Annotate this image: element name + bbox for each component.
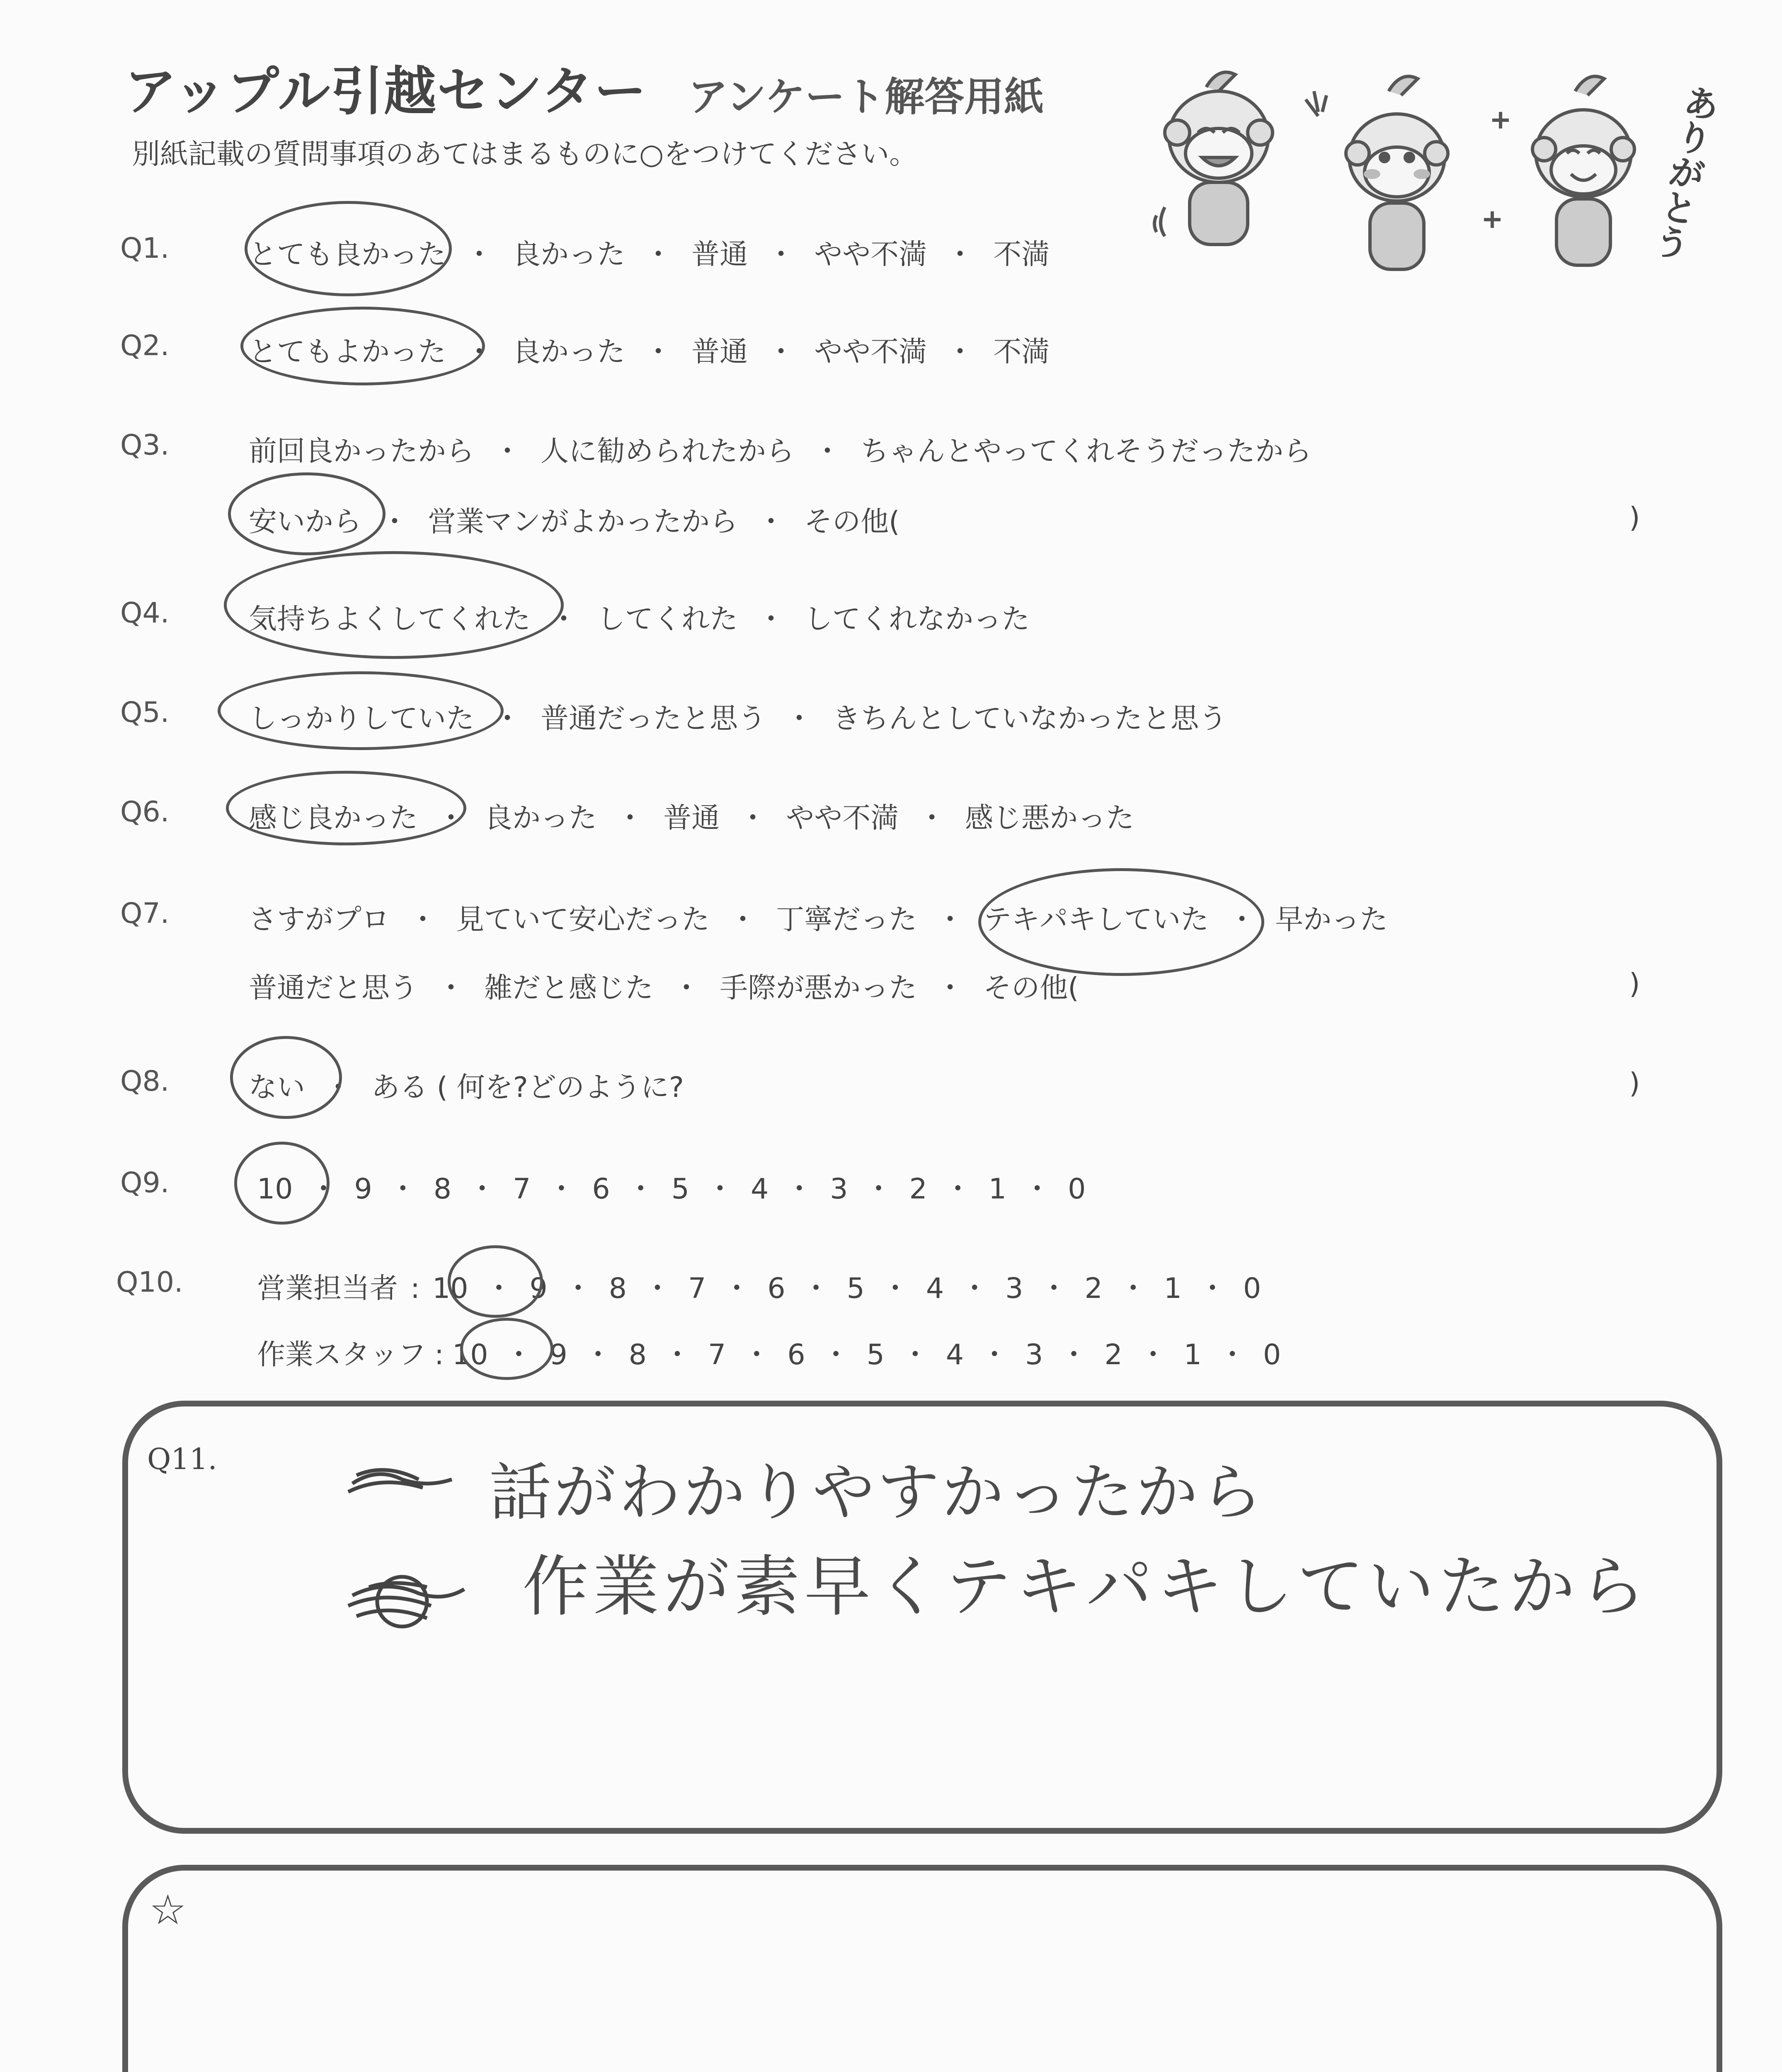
star-label: ☆ — [149, 1886, 187, 1934]
q3-option[interactable]: その他( — [804, 506, 900, 538]
q9-option[interactable]: 9 — [354, 1173, 372, 1205]
q10-staff-row: 作業スタッフ : 10 ・ 9 ・ 8 ・ 7 ・ 6 ・ 5 ・ 4 ・ 3 ・ 2 ・ 1 ・ 0 — [257, 1339, 1281, 1371]
q3-selected-circle — [228, 472, 385, 555]
q9-selected-circle — [234, 1142, 330, 1225]
q3-option[interactable]: 営業マンがよかったから — [428, 506, 738, 538]
q10-staff-option[interactable]: 8 — [628, 1339, 647, 1371]
q10-sales-option[interactable]: 5 — [846, 1272, 865, 1305]
q7-option[interactable]: 雑だと感じた — [484, 972, 654, 1005]
monkey-laughing-icon — [1154, 72, 1273, 244]
q7-option[interactable]: 丁寧だった — [776, 903, 917, 936]
q3-close-paren: ) — [1629, 501, 1640, 534]
q1-option[interactable]: やや不満 — [814, 238, 927, 271]
q1-option[interactable]: 不満 — [993, 238, 1050, 271]
q1-options: とても良かった ・ 良かった ・ 普通 ・ やや不満 ・ 不満 — [249, 232, 1050, 272]
q2-option[interactable]: 良かった — [512, 336, 626, 368]
q10-staff-option[interactable]: 5 — [866, 1339, 885, 1371]
q8-close-paren: ) — [1629, 1067, 1640, 1100]
q10-sales-option[interactable]: 6 — [767, 1272, 786, 1305]
q10-sales-option[interactable]: 8 — [609, 1272, 627, 1305]
q9-option[interactable]: 5 — [671, 1173, 689, 1205]
q10-sales-option[interactable]: 9 — [529, 1272, 548, 1305]
q4-selected-circle — [224, 551, 564, 659]
q10-staff-label: 作業スタッフ — [257, 1339, 427, 1371]
crossed-out-scribbles — [344, 1446, 468, 1633]
q10-staff-option[interactable]: 2 — [1104, 1339, 1123, 1371]
q9-option[interactable]: 2 — [909, 1173, 927, 1205]
q8-option[interactable]: ない — [249, 1071, 305, 1104]
thanks-text: ありがとう — [1645, 80, 1723, 264]
q3-option[interactable]: 安いから — [249, 506, 362, 538]
q10-sales-colon: : — [410, 1272, 420, 1305]
q5-option[interactable]: 普通だったと思う — [541, 702, 766, 735]
q7-option[interactable]: 見ていて安心だった — [456, 903, 710, 936]
comment-box[interactable] — [122, 1865, 1722, 2072]
q6-label: Q6. — [120, 796, 170, 828]
q7-selected-circle — [978, 868, 1264, 976]
q11-answer-line1: 話がわかりやすかったから — [489, 1457, 1266, 1529]
q10-staff-option[interactable]: 10 — [452, 1339, 488, 1371]
q1-option[interactable]: とても良かった — [249, 238, 446, 271]
q9-option[interactable]: 10 — [257, 1173, 293, 1205]
q8-options: ない ・ ある ( 何を?どのように? — [249, 1065, 684, 1105]
q1-label: Q1. — [120, 232, 170, 265]
q2-options: とてもよかった ・ 良かった ・ 普通 ・ やや不満 ・ 不満 — [249, 329, 1050, 370]
q6-options: 感じ良かった ・ 良かった ・ 普通 ・ やや不満 ・ 感じ悪かった — [249, 796, 1134, 836]
q10-sales-option[interactable]: 2 — [1084, 1272, 1103, 1305]
q7-option[interactable]: その他( — [983, 972, 1079, 1005]
q3-options-row2: 安いから ・ 営業マンがよかったから ・ その他( — [249, 499, 900, 540]
q6-option[interactable]: 感じ悪かった — [965, 802, 1135, 835]
page-title: アップル引越センター — [124, 61, 647, 122]
q4-option[interactable]: してくれなかった — [804, 603, 1030, 636]
q10-sales-selected-circle — [448, 1245, 543, 1318]
q6-option[interactable]: 普通 — [663, 802, 720, 835]
q5-label: Q5. — [120, 696, 170, 729]
q7-option[interactable]: 手際が悪かった — [720, 972, 917, 1005]
q4-option[interactable]: 気持ちよくしてくれた — [249, 603, 531, 636]
monkey-bowing-icon — [1484, 76, 1634, 265]
q7-option[interactable]: 普通だと思う — [249, 972, 418, 1005]
q3-option[interactable]: 前回良かったから — [249, 435, 475, 468]
q11-label: Q11. — [147, 1442, 217, 1476]
q2-option[interactable]: やや不満 — [814, 336, 927, 368]
q10-staff-colon: : — [434, 1339, 444, 1371]
q5-selected-circle — [218, 671, 504, 750]
q5-option[interactable]: しっかりしていた — [249, 702, 475, 735]
q11-answer-line2: 作業が素早くテキパキしていたから — [522, 1548, 1650, 1625]
q8-option[interactable]: ある ( 何を?どのように? — [371, 1071, 684, 1104]
q2-label: Q2. — [120, 329, 170, 362]
q10-sales-option[interactable]: 0 — [1243, 1272, 1261, 1305]
monkey-mascots-illustration — [1144, 58, 1708, 290]
q7-label: Q7. — [120, 897, 170, 930]
q10-sales-option[interactable]: 4 — [926, 1272, 944, 1305]
page-subtitle: アンケート解答用紙 — [688, 74, 1044, 120]
q10-sales-row: 営業担当者 : 10 ・ 9 ・ 8 ・ 7 ・ 6 ・ 5 ・ 4 ・ 3 ・ 2 ・ 1 ・ 0 — [257, 1272, 1261, 1305]
q10-staff-option[interactable]: 6 — [787, 1339, 805, 1371]
q10-sales-label: 営業担当者 — [257, 1272, 398, 1305]
q10-staff-option[interactable]: 1 — [1183, 1339, 1202, 1371]
q9-option[interactable]: 7 — [513, 1173, 531, 1205]
q6-option[interactable]: 良かった — [484, 802, 597, 835]
q10-staff-option[interactable]: 9 — [549, 1339, 567, 1371]
q8-selected-circle — [230, 1036, 342, 1119]
q1-option[interactable]: 普通 — [691, 238, 748, 271]
q2-option[interactable]: 普通 — [691, 336, 748, 368]
q10-label: Q10. — [116, 1266, 183, 1299]
q10-sales-option[interactable]: 7 — [688, 1272, 706, 1305]
q9-label: Q9. — [120, 1167, 170, 1199]
monkey-blushing-icon — [1306, 76, 1448, 269]
q10-sales-option[interactable]: 1 — [1164, 1272, 1182, 1305]
q3-option[interactable]: 人に勧められたから — [541, 435, 795, 468]
q9-options: 10 ・ 9 ・ 8 ・ 7 ・ 6 ・ 5 ・ 4 ・ 3 ・ 2 ・ 1 ・ 0 — [257, 1173, 1086, 1205]
q2-selected-circle — [240, 307, 485, 385]
q7-option[interactable]: テキパキしていた — [983, 903, 1209, 936]
q1-selected-circle — [245, 201, 452, 296]
q9-option[interactable]: 6 — [592, 1173, 610, 1205]
q9-option[interactable]: 4 — [750, 1173, 769, 1205]
q6-selected-circle — [226, 771, 466, 845]
q6-option[interactable]: やや不満 — [786, 802, 899, 835]
q3-label: Q3. — [120, 429, 170, 462]
q1-option[interactable]: 良かった — [512, 238, 626, 271]
q9-option[interactable]: 1 — [988, 1173, 1007, 1205]
q3-option[interactable]: ちゃんとやってくれそうだったから — [861, 435, 1312, 468]
q7-option[interactable]: さすがプロ — [249, 903, 390, 936]
q4-options: 気持ちよくしてくれた ・ してくれた ・ してくれなかった — [249, 597, 1030, 637]
q10-sales-option[interactable]: 3 — [1005, 1272, 1023, 1305]
q2-option[interactable]: とてもよかった — [249, 336, 446, 368]
q10-staff-selected-circle — [460, 1318, 553, 1380]
q7-option[interactable]: 早かった — [1275, 903, 1388, 936]
q9-option[interactable]: 8 — [433, 1173, 452, 1205]
q10-staff-option[interactable]: 7 — [708, 1339, 726, 1371]
q10-staff-option[interactable]: 4 — [946, 1339, 964, 1371]
q5-options: しっかりしていた ・ 普通だったと思う ・ きちんとしていなかったと思う — [249, 696, 1227, 736]
q8-label: Q8. — [120, 1065, 170, 1098]
q7-close-paren: ) — [1629, 968, 1640, 1000]
instruction-text: 別紙記載の質問事項のあてはまるものに○をつけてください。 — [132, 138, 918, 171]
q5-option[interactable]: きちんとしていなかったと思う — [832, 702, 1227, 735]
q4-option[interactable]: してくれた — [597, 603, 738, 636]
q10-staff-option[interactable]: 3 — [1025, 1339, 1043, 1371]
q3-options-row1: 前回良かったから ・ 人に勧められたから ・ ちゃんとやってくれそうだったから — [249, 429, 1312, 469]
q7-options-row1: さすがプロ ・ 見ていて安心だった ・ 丁寧だった ・ テキパキしていた ・ 早かった — [249, 897, 1388, 937]
q6-option[interactable]: 感じ良かった — [249, 802, 418, 835]
q9-option[interactable]: 0 — [1068, 1173, 1086, 1205]
q2-option[interactable]: 不満 — [993, 336, 1050, 368]
q10-sales-option[interactable]: 10 — [432, 1272, 468, 1305]
q7-options-row2: 普通だと思う ・ 雑だと感じた ・ 手際が悪かった ・ その他( — [249, 966, 1079, 1006]
q4-label: Q4. — [120, 597, 170, 629]
q9-option[interactable]: 3 — [830, 1173, 848, 1205]
q10-staff-option[interactable]: 0 — [1263, 1339, 1281, 1371]
